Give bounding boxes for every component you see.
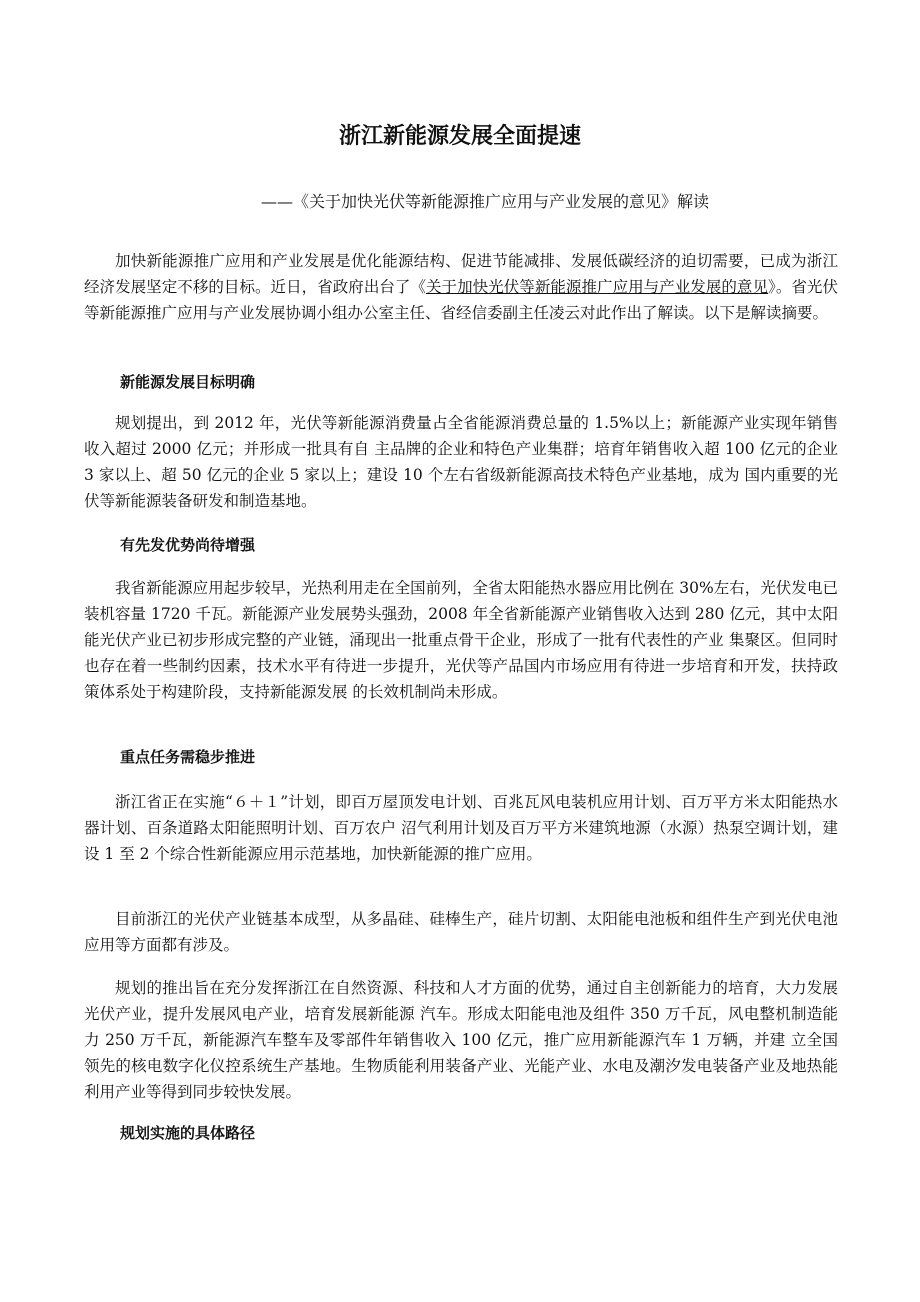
policy-document-link[interactable]: 关于加快光伏等新能源推广应用与产业发展的意见 [426, 278, 769, 296]
section-advantages-paragraph: 我省新能源应用起步较早，光热利用走在全国前列，全省太阳能热水器应用比例在 30%左右，光伏发电已装机容量 1720 千瓦。新能源产业发展势头强劲，2008 年全省新能源产业销售收入达到 280 亿元，其中太阳能光伏产业已初步形成完整的产业链，涌现出一批重点骨干企业，形成了一批有代表性的产业 集聚区。但同时也存在着一些制约因素，技术水平有待进一步提升，光伏等产品国内市场应用有待进一步培育和开发，扶持政策体系处于构建阶段，支持新能源发展 的长效机制尚未形成。 [84, 579, 838, 701]
document-subtitle: ——《关于加快光伏等新能源推广应用与产业发展的意见》解读 [260, 192, 709, 211]
document-title: 浙江新能源发展全面提速 [338, 124, 581, 149]
section-heading-implementation: 规划实施的具体路径 [120, 1124, 256, 1142]
intro-text-after: 》。省光伏等新能源推广应用与产业发展协调小组办公室主任、省经信委副主任凌云对此作出了解读。以下是解读摘要。 [84, 278, 838, 322]
intro-paragraph [84, 248, 838, 326]
section-tasks-paragraph-1: 浙江省正在实施“６＋１”计划，即百万屋顶发电计划、百兆瓦风电装机应用计划、百万平方米太阳能热水器计划、百条道路太阳能照明计划、百万农户 沼气利用计划及百万平方米建筑地源（水源）热泵空调计划，建设 1 至 2 个综合性新能源应用示范基地，加快新能源的推广应用。 [84, 793, 838, 863]
section-tasks-paragraph-2: 目前浙江的光伏产业链基本成型，从多晶硅、硅棒生产，硅片切割、太阳能电池板和组件生产到光伏电池应用等方面都有涉及。 [84, 910, 838, 954]
intro-text-before: 加快新能源推广应用和产业发展是优化能源结构、促进节能减排、发展低碳经济的迫切需要，已成为浙江经济发展坚定不移的目标。近日，省政府出台了《 [84, 252, 838, 296]
section-heading-tasks: 重点任务需稳步推进 [120, 748, 256, 766]
section-goals-paragraph: 规划提出，到 2012 年，光伏等新能源消费量占全省能源消费总量的 1.5%以上；新能源产业实现年销售收入超过 2000 亿元；并形成一批具有自 主品牌的企业和特色产业集群；培育年销售收入超 100 亿元的企业 3 家以上、超 50 亿元的企业 5 家以上；建设 10 个左右省级新能源高技术特色产业基地，成为 国内重要的光伏等新能源装备研发和制造基地。 [84, 414, 838, 510]
section-heading-goals: 新能源发展目标明确 [120, 373, 256, 391]
section-heading-advantages: 有先发优势尚待增强 [120, 536, 256, 554]
section-tasks-paragraph-3: 规划的推出旨在充分发挥浙江在自然资源、科技和人才方面的优势，通过自主创新能力的培育，大力发展光伏产业，提升发展风电产业，培育发展新能源 汽车。形成太阳能电池及组件 350 万千瓦，风电整机制造能力 250 万千瓦，新能源汽车整车及零部件年销售收入 100 亿元，推广应用新能源汽车 1 万辆，并建 立全国领先的核电数字化仪控系统生产基地。生物质能利用装备产业、光能产业、水电及潮汐发电装备产业及地热能利用产业等得到同步较快发展。 [84, 979, 838, 1101]
